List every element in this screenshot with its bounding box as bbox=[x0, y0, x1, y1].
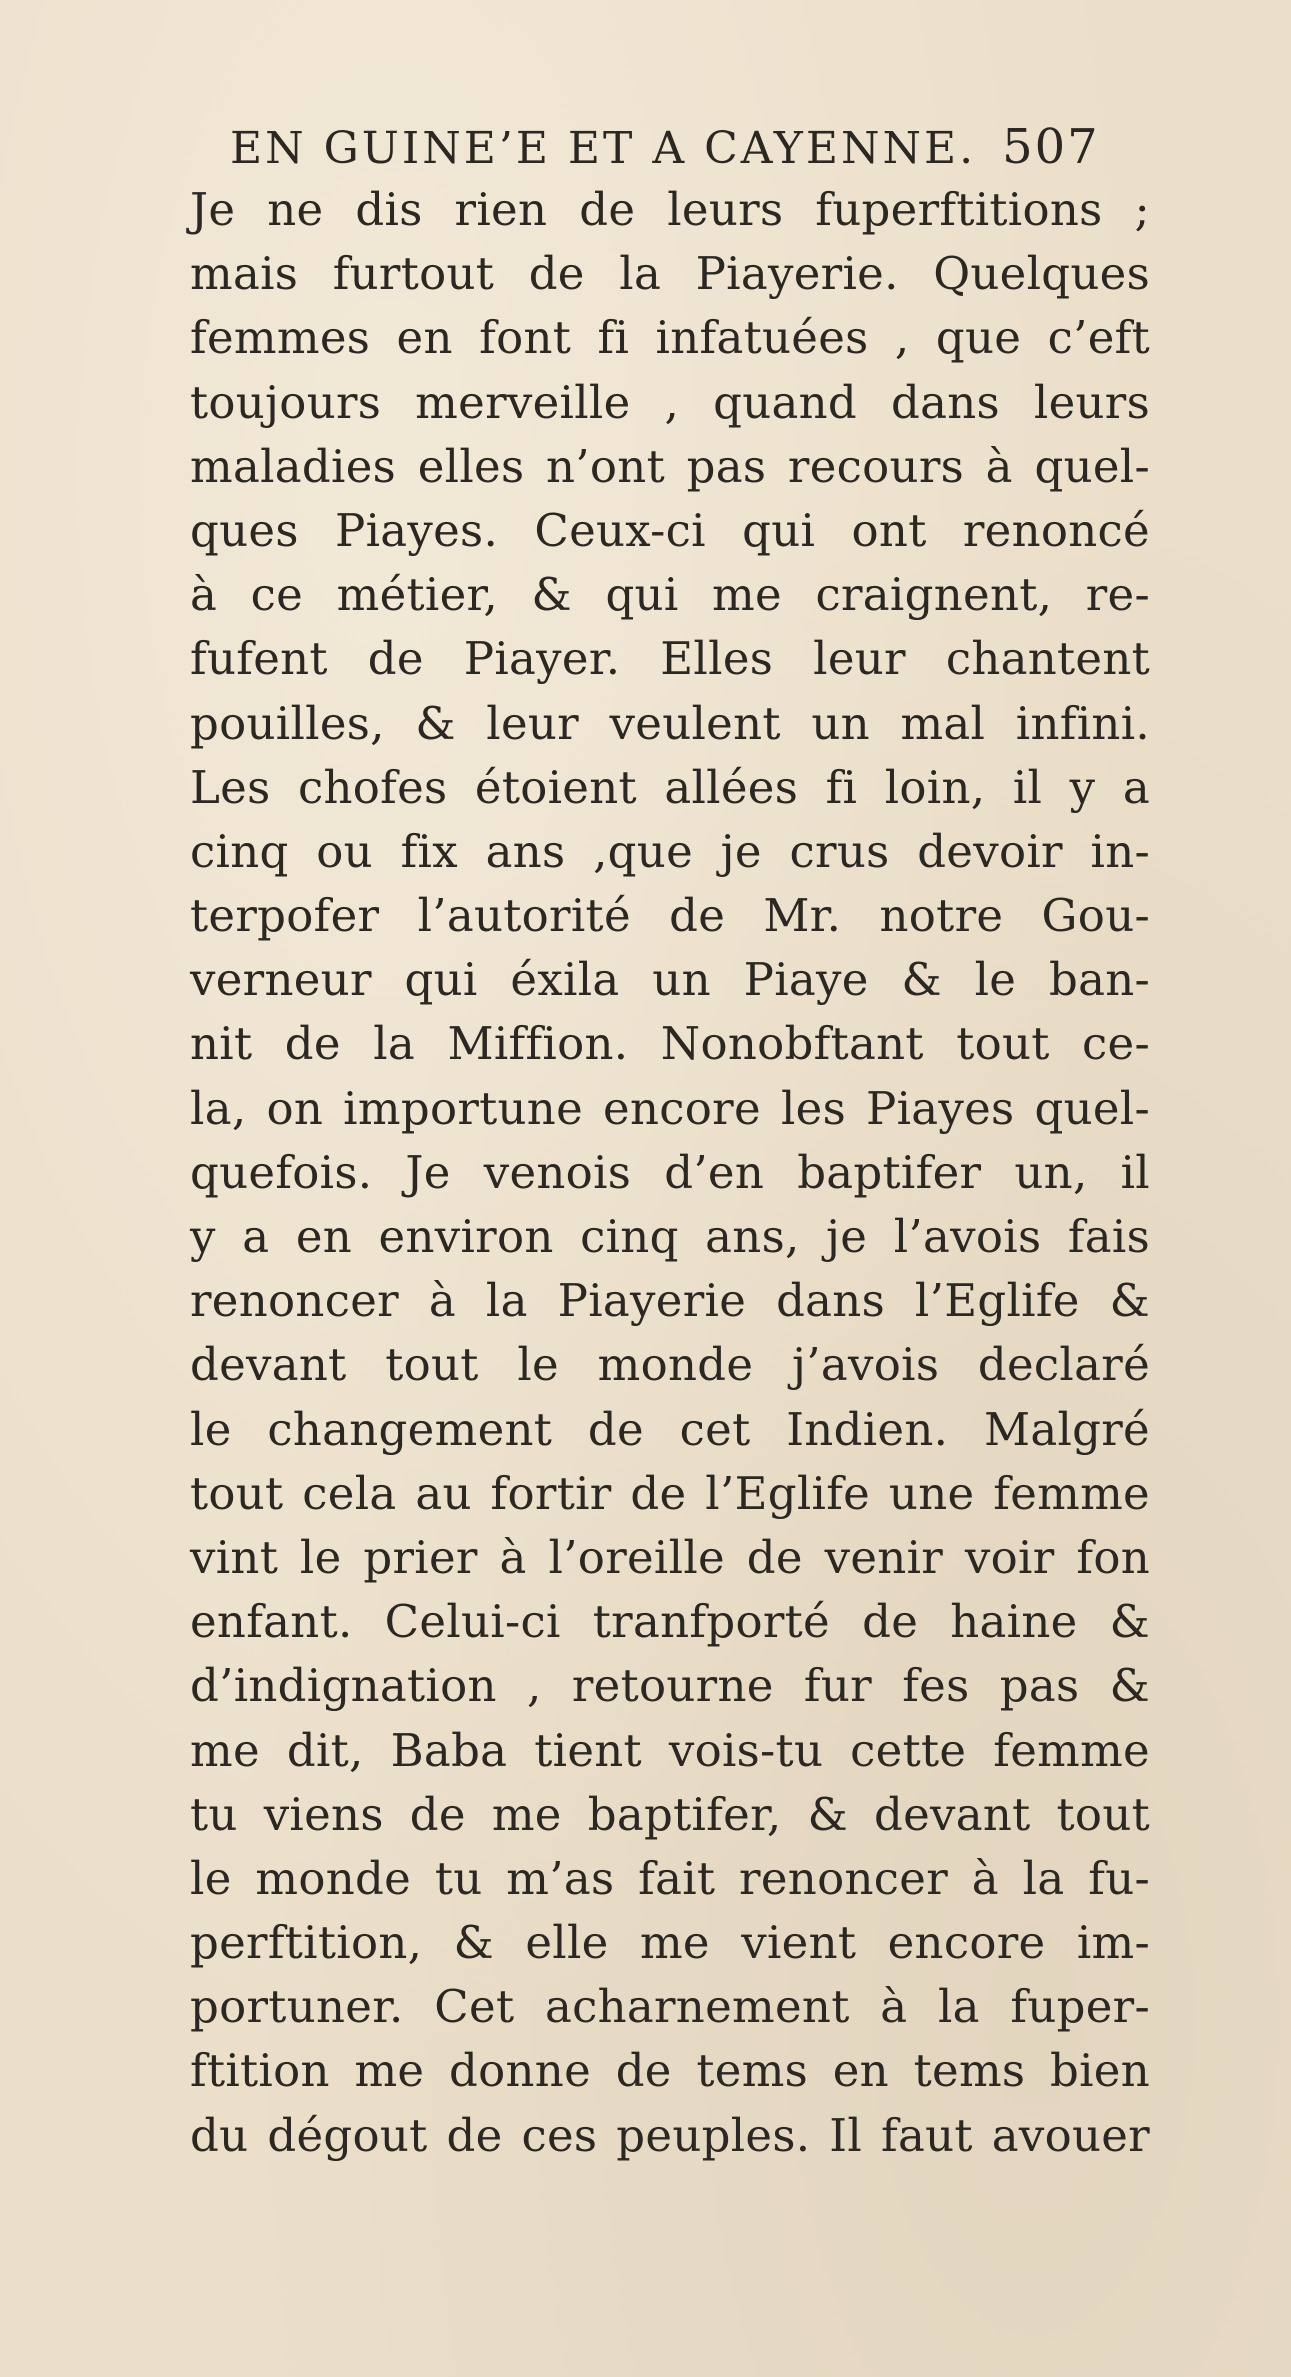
text-line: le changement de cet Indien. Malgré bbox=[190, 1402, 1150, 1456]
text-line: renoncer à la Piayerie dans l’Eglife & bbox=[190, 1274, 1150, 1328]
text-line: nit de la Miffion. Nonobftant tout ce- bbox=[190, 1017, 1150, 1071]
text-line: le monde tu m’as fait renoncer à la fu- bbox=[190, 1851, 1150, 1905]
text-line: me dit, Baba tient vois-tu cette femme bbox=[190, 1723, 1150, 1777]
text-line: fufent de Piayer. Elles leur chantent bbox=[190, 632, 1150, 686]
text-line: devant tout le monde j’avois declaré bbox=[190, 1338, 1150, 1392]
text-line: ques Piayes. Ceux-ci qui ont renoncé bbox=[190, 503, 1150, 557]
text-line: y a en environ cinq ans, je l’avois fais bbox=[190, 1210, 1150, 1263]
running-head bbox=[230, 112, 1130, 182]
text-line: d’indignation , retourne fur fes pas & bbox=[190, 1659, 1150, 1713]
body-text bbox=[190, 178, 1150, 2168]
text-line: toujours merveille , quand dans leurs bbox=[190, 375, 1150, 429]
text-line: portuner. Cet acharnement à la fuper- bbox=[190, 1980, 1150, 2034]
text-line: la, on importune encore les Piayes quel- bbox=[190, 1081, 1150, 1135]
text-line: tu viens de me baptifer, & devant tout bbox=[190, 1787, 1150, 1841]
text-line: pouilles, & leur veulent un mal infini. bbox=[190, 696, 1150, 750]
page-number: 507 bbox=[1002, 119, 1100, 175]
text-line: Les chofes étoient allées fi loin, il y a bbox=[190, 760, 1150, 814]
text-line: ftition me donne de tems en tems bien bbox=[190, 2044, 1150, 2098]
text-line: à ce métier, & qui me craignent, re- bbox=[190, 568, 1150, 622]
running-head-title: EN GUINE’E ET A CAYENNE. bbox=[230, 123, 977, 174]
text-line: tout cela au fortir de l’Eglife une femme bbox=[190, 1466, 1150, 1520]
text-line: Je ne dis rien de leurs fuperftitions ; bbox=[190, 183, 1150, 236]
text-line: verneur qui éxila un Piaye & le ban- bbox=[190, 953, 1150, 1007]
text-line: femmes en font fi infatuées , que c’eft bbox=[190, 311, 1150, 365]
text-line: du dégout de ces peuples. Il faut avouer bbox=[190, 2108, 1150, 2162]
text-line: cinq ou fix ans ,que je crus devoir in- bbox=[190, 824, 1150, 878]
text-line: maladies elles n’ont pas recours à quel- bbox=[190, 439, 1150, 493]
text-line: vint le prier à l’oreille de venir voir fon bbox=[190, 1530, 1150, 1584]
text-line: mais furtout de la Piayerie. Quelques bbox=[190, 247, 1150, 301]
text-line: perftition, & elle me vient encore im- bbox=[190, 1916, 1150, 1970]
text-line: enfant. Celui-ci tranfporté de haine & bbox=[190, 1595, 1150, 1649]
text-line: terpofer l’autorité de Mr. notre Gou- bbox=[190, 889, 1150, 943]
text-line: quefois. Je venois d’en baptifer un, il bbox=[190, 1145, 1150, 1199]
